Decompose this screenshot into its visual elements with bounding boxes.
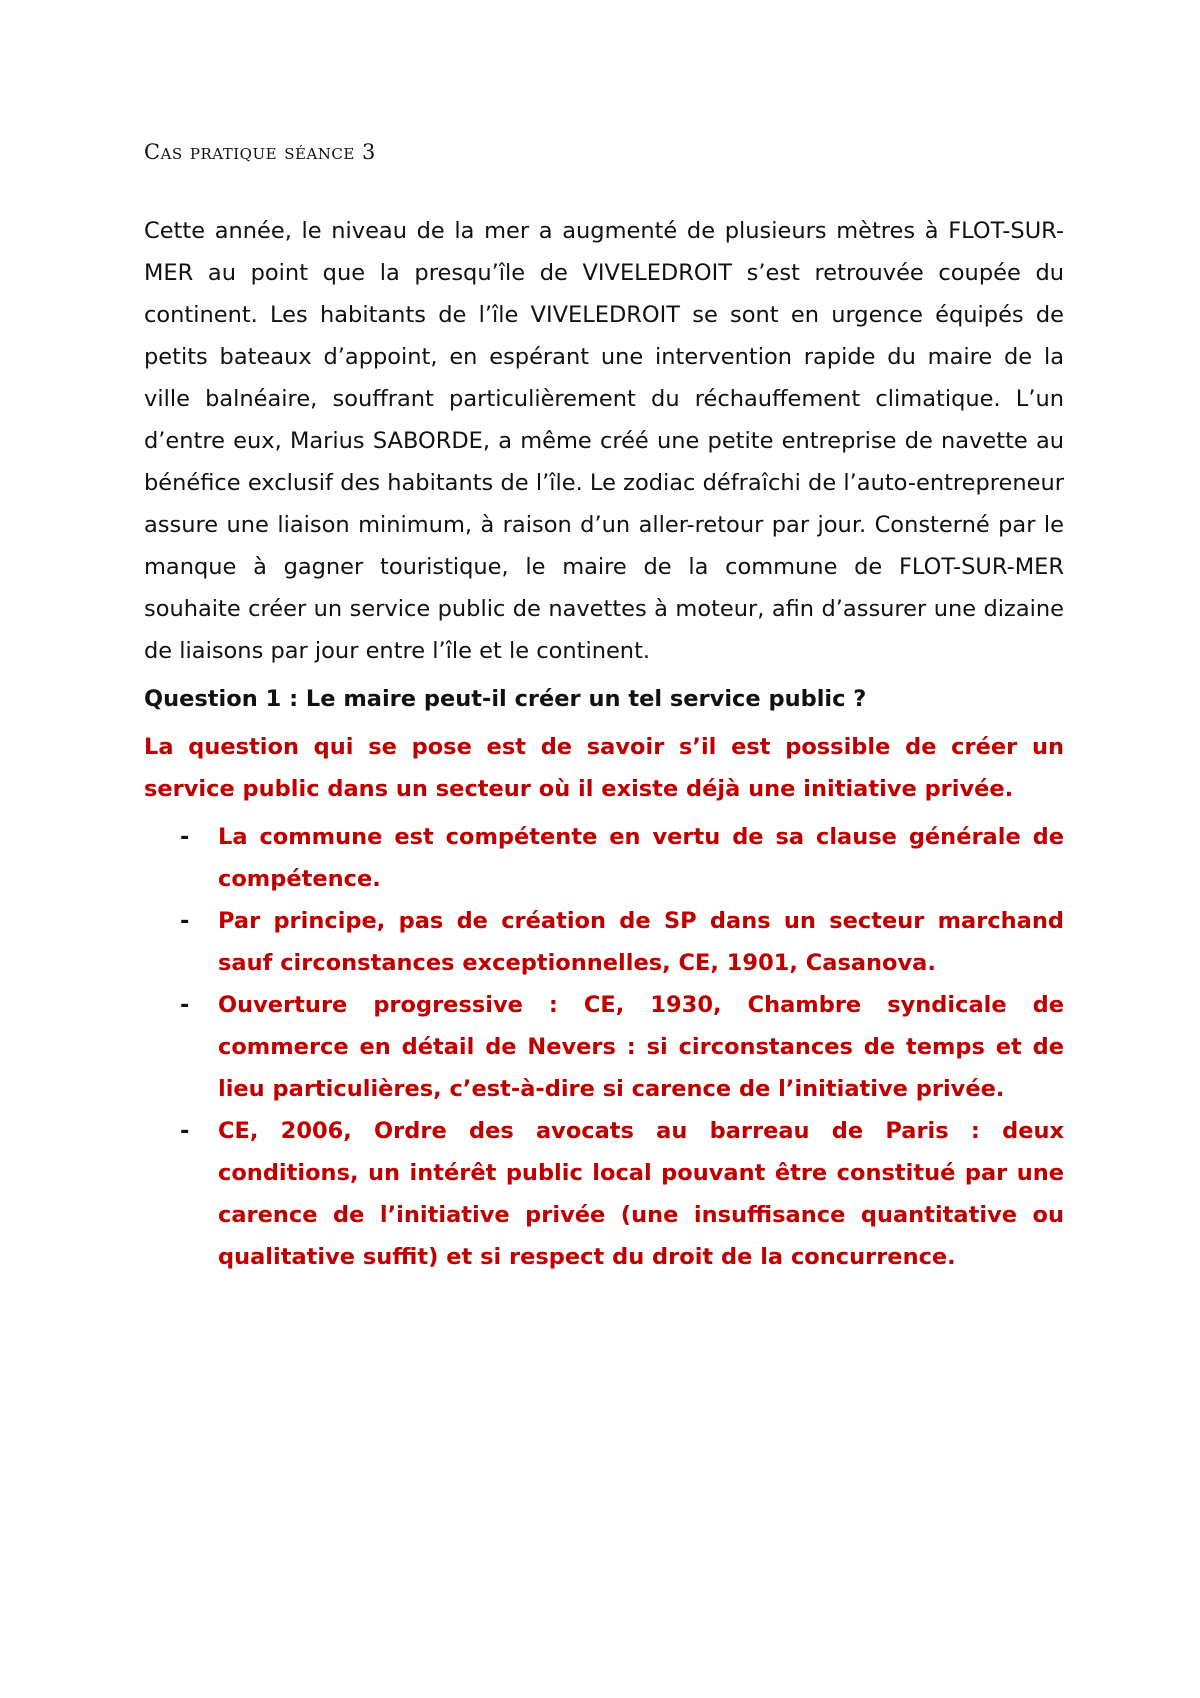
list-item — [144, 1110, 1064, 1278]
list-item-text: Par principe, pas de création de SP dans un secteur marchand sauf circonstances exceptionnelles, CE, 1901, Casanova. — [218, 908, 1064, 976]
list-item — [144, 984, 1064, 1110]
bullet-dash: - — [180, 908, 190, 934]
list-item-text: Ouverture progressive : CE, 1930, Chambre syndicale de commerce en détail de Nevers : si circonstances de temps et de lieu particulières, c’est-à-dire si carence de l’initiative privée. — [218, 992, 1064, 1102]
list-item — [144, 900, 1064, 984]
list-item-text: CE, 2006, Ordre des avocats au barreau de Paris : deux conditions, un intérêt public local pouvant être constitué par une carence de l’initiative privée (une insuffisance quantitative ou qualitative suffit) et si respect du droit de la concurrence. — [218, 1118, 1064, 1270]
bullet-dash: - — [180, 1118, 190, 1144]
document-page — [144, 140, 1064, 1278]
intro-paragraph: Cette année, le niveau de la mer a augmenté de plusieurs mètres à FLOT-SUR-MER au point que la presqu’île de VIVELEDROIT s’est retrouvée coupée du continent. Les habitants de l’île VIVELEDROIT se sont en urgence équipés de petits bateaux d’appoint, en espérant une intervention rapide du maire de la ville balnéaire, souffrant particulièrement du réchauffement climatique. L’un d’entre eux, Marius SABORDE, a même créé une petite entreprise de navette au bénéfice exclusif des habitants de l’île. Le zodiac défraîchi de l’auto-entrepreneur assure une liaison minimum, à raison d’un aller-retour par jour. Consterné par le manque à gagner touristique, le maire de la commune de FLOT-SUR-MER souhaite créer un service public de navettes à moteur, afin d’assurer une dizaine de liaisons par jour entre l’île et le continent. — [144, 218, 1064, 664]
question-heading: Question 1 : Le maire peut-il créer un tel service public ? — [144, 686, 867, 712]
answer-points-list — [144, 816, 1064, 1278]
list-item — [144, 816, 1064, 900]
answer-paragraph: La question qui se pose est de savoir s’il est possible de créer un service public dans un secteur où il existe déjà une initiative privée. — [144, 734, 1064, 802]
bullet-dash: - — [180, 824, 190, 850]
list-item-text: La commune est compétente en vertu de sa clause générale de compétence. — [218, 824, 1064, 892]
document-title: Cas pratique séance 3 — [144, 140, 376, 164]
bullet-dash: - — [180, 992, 190, 1018]
